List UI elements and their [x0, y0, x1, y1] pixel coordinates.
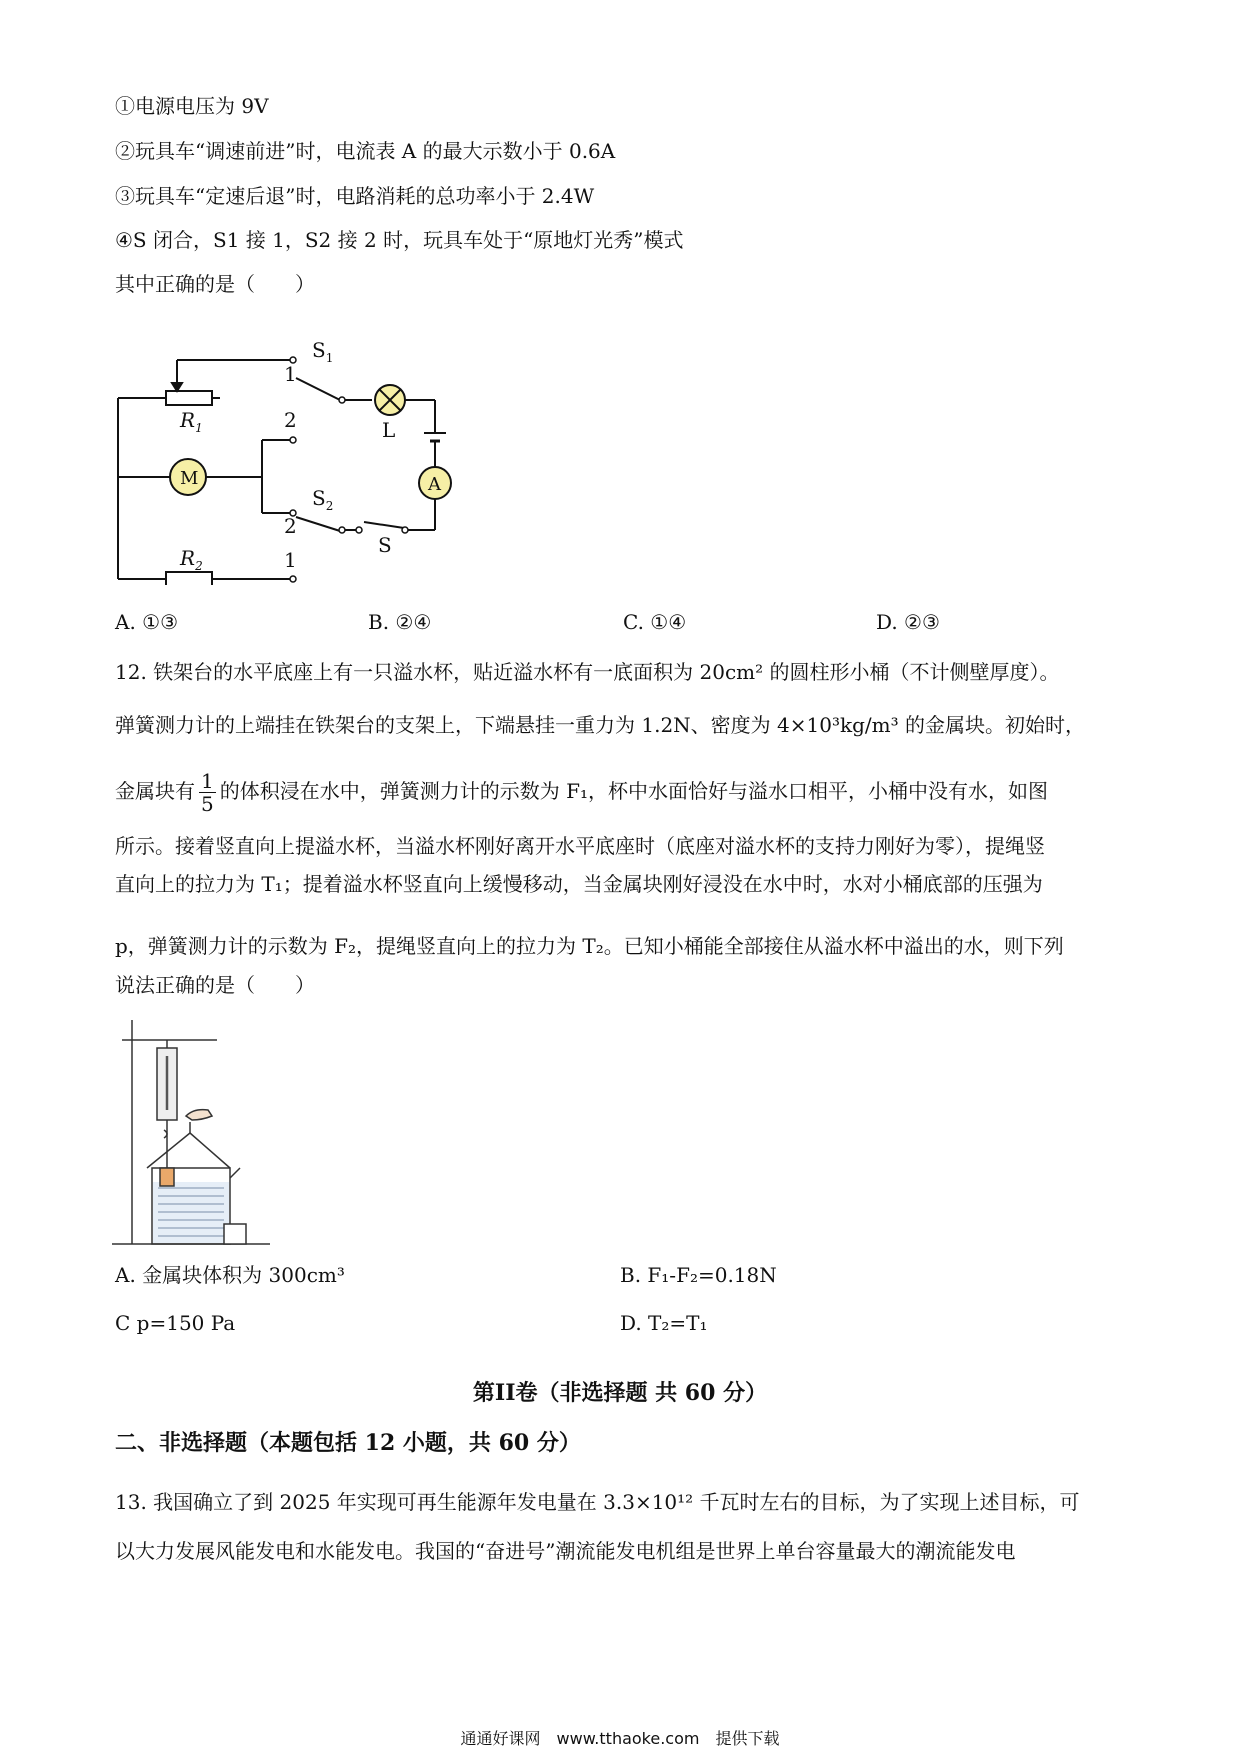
q12-option-d[interactable]: D. T₂=T₁	[620, 1311, 708, 1335]
label-terminal-1-bottom: 1	[284, 548, 297, 572]
q12-line-6: p，弹簧测力计的示数为 F₂，提绳竖直向上的拉力为 T₂。已知小桶能全部接住从溢水杯中溢出的水，则下列	[115, 934, 1064, 958]
q11-statement-1: ①电源电压为 9V	[115, 94, 269, 118]
q11-prompt: 其中正确的是（ ）	[115, 272, 315, 296]
label-r1: $R_1$	[180, 408, 203, 435]
q11-statement-4: ④S 闭合，S1 接 1，S2 接 2 时，玩具车处于“原地灯光秀”模式	[115, 228, 684, 252]
q12-option-a[interactable]: A. 金属块体积为 300cm³	[115, 1263, 345, 1287]
q11-option-a[interactable]: A. ①③	[115, 610, 179, 634]
fraction-denominator: 5	[201, 792, 214, 816]
q13-line-1: 13. 我国确立了到 2025 年实现可再生能源年发电量在 3.3×10¹² 千瓦时左右的目标，为了实现上述目标，可	[115, 1490, 1080, 1514]
fraction-one-fifth	[199, 770, 216, 815]
q11-statement-3: ③玩具车“定速后退”时，电路消耗的总功率小于 2.4W	[115, 184, 595, 208]
q11-statement-2: ②玩具车“调速前进”时，电流表 A 的最大示数小于 0.6A	[115, 139, 616, 163]
circuit-diagram	[100, 335, 520, 585]
q12-line-3-post: 的体积浸在水中，弹簧测力计的示数为 F₁，杯中水面恰好与溢水口相平，小桶中没有水，如图	[219, 779, 1048, 803]
q12-option-b[interactable]: B. F₁-F₂=0.18N	[620, 1263, 777, 1287]
q11-option-c[interactable]: C. ①④	[623, 610, 687, 634]
label-motor: M	[180, 468, 199, 489]
label-terminal-1-top: 1	[284, 362, 297, 386]
q12-line-3-pre: 金属块有	[115, 779, 195, 803]
q13-line-2: 以大力发展风能发电和水能发电。我国的“奋进号”潮流能发电机组是世界上单台容量最大的潮流能发电	[115, 1539, 1016, 1563]
label-terminal-2-lower: 2	[284, 514, 297, 538]
q12-line-4: 所示。接着竖直向上提溢水杯，当溢水杯刚好离开水平底座时（底座对溢水杯的支持力刚好为零），提绳竖	[115, 834, 1045, 858]
q12-option-c[interactable]: C p=150 Pa	[115, 1311, 236, 1335]
q11-option-d[interactable]: D. ②③	[876, 610, 940, 634]
part-heading: 二、非选择题（本题包括 12 小题，共 60 分）	[115, 1430, 581, 1456]
label-s: S	[378, 533, 392, 557]
resistor-r2	[166, 572, 212, 585]
q12-line-7: 说法正确的是（ ）	[115, 973, 315, 997]
q12-line-2: 弹簧测力计的上端挂在铁架台的支架上，下端悬挂一重力为 1.2N、密度为 4×10³kg/m³ 的金属块。初始时，	[115, 713, 1085, 737]
section-title: 第II卷（非选择题 共 60 分）	[472, 1380, 768, 1406]
label-lamp: L	[382, 418, 396, 442]
fraction-numerator: 1	[201, 769, 214, 793]
q12-line-5: 直向上的拉力为 T₁；提着溢水杯竖直向上缓慢移动，当金属块刚好浸没在水中时，水对小桶底部的压强为	[115, 872, 1043, 896]
q11-option-b[interactable]: B. ②④	[368, 610, 432, 634]
q12-line-3	[115, 766, 1129, 816]
label-s2: $S_2$	[312, 486, 334, 513]
overflow-cup-illustration	[112, 1018, 272, 1248]
label-terminal-2-upper: 2	[284, 408, 297, 432]
q12-line-1: 12. 铁架台的水平底座上有一只溢水杯，贴近溢水杯有一底面积为 20cm² 的圆柱形小桶（不计侧壁厚度）。	[115, 660, 1060, 684]
label-s1: $S_1$	[312, 338, 334, 365]
page-footer: 通通好课网 www.tthaoke.com 提供下载	[460, 1729, 780, 1748]
resistor-r1	[166, 391, 212, 405]
label-ammeter: A	[428, 474, 441, 495]
label-r2: $R_2$	[180, 546, 203, 573]
